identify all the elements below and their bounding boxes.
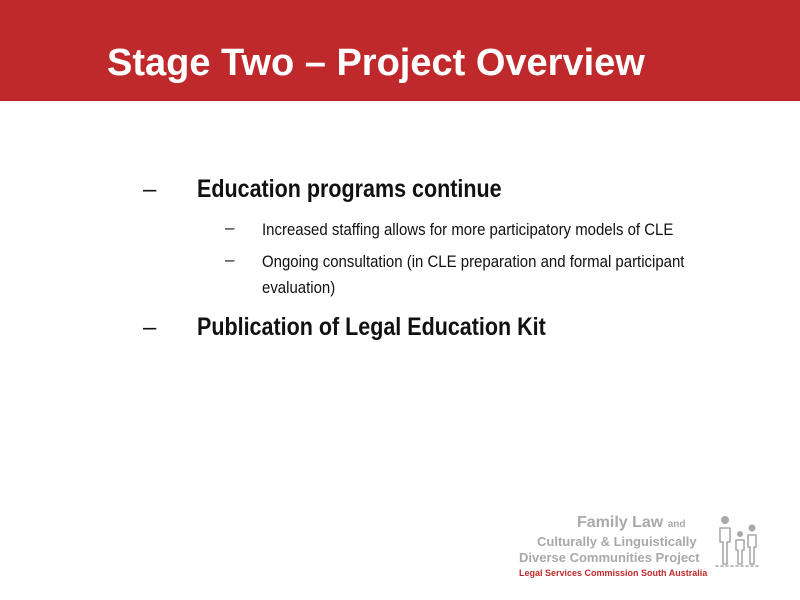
slide-title: Stage Two – Project Overview: [107, 42, 645, 84]
logo-line-family-law: [577, 514, 685, 532]
sub-bullet-item-ongoing-consultation: Ongoing consultation (in CLE preparation and formal participant evaluation): [262, 252, 685, 297]
people-figures-icon: [710, 512, 760, 568]
sub-bullet-marker: –: [225, 218, 235, 237]
bullet-item-publication-kit: Publication of Legal Education Kit: [197, 313, 546, 341]
logo-family-law-text: Family Law: [577, 514, 664, 531]
logo-line-commission: Legal Services Commission South Australia: [519, 568, 708, 578]
bullet-marker: –: [143, 314, 157, 341]
logo-line-diverse: Diverse Communities Project: [519, 550, 700, 565]
logo-line-culturally: Culturally & Linguistically: [537, 534, 697, 549]
bullet-marker: –: [143, 176, 157, 203]
bullet-item-education-programs: Education programs continue: [197, 175, 502, 203]
sub-bullet-marker: –: [225, 250, 235, 269]
sub-bullet-item-increased-staffing: Increased staffing allows for more participatory models of CLE: [262, 220, 674, 239]
project-logo: [515, 512, 770, 584]
logo-and-text: and: [667, 519, 686, 530]
